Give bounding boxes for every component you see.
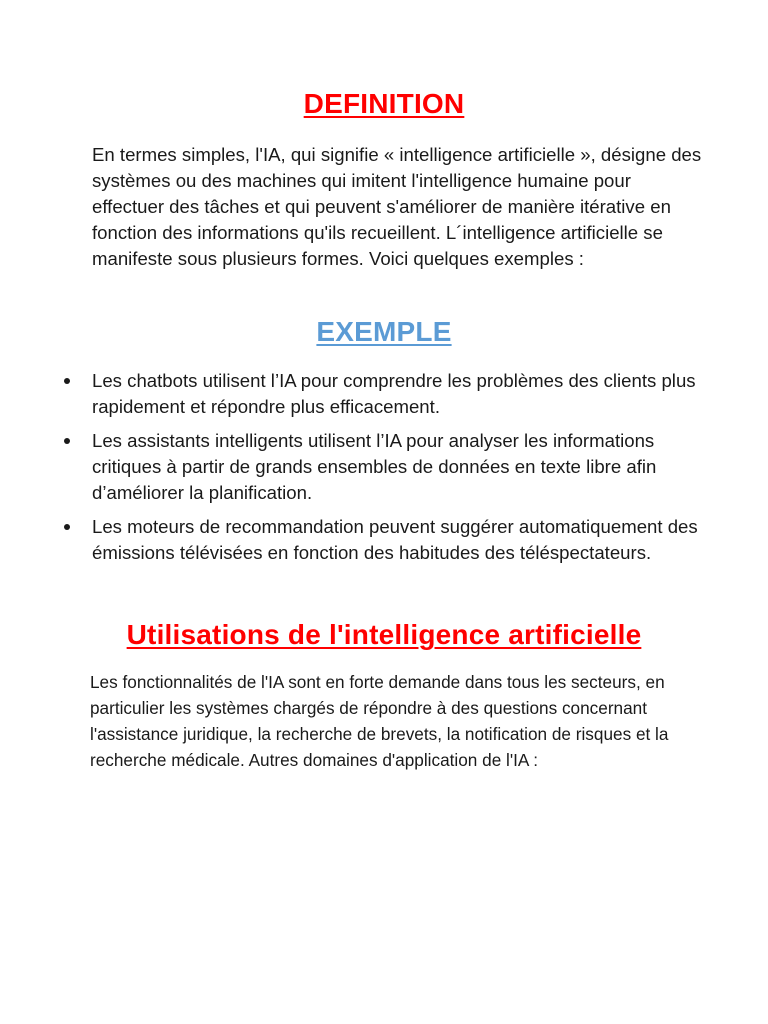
list-item	[60, 368, 700, 420]
exemple-heading: EXEMPLE	[316, 316, 452, 347]
bullet-icon	[64, 438, 70, 444]
exemple-list	[60, 368, 700, 574]
list-item	[60, 514, 700, 566]
list-item-text: Les chatbots utilisent l’IA pour comprendre les problèmes des clients plus rapidement et répondre plus efficacement.	[92, 370, 696, 417]
definition-paragraph: En termes simples, l'IA, qui signifie « intelligence artificielle », désigne des systèmes ou des machines qui imitent l'intelligence humaine pour effectuer des tâches et qui peuvent s'améliorer de manière itérative en fonction des informations qu'ils recueillent. L´intelligence artificielle se manifeste sous plusieurs formes. Voici quelques exemples :	[92, 144, 702, 269]
list-item	[60, 428, 700, 506]
definition-heading: DEFINITION	[303, 88, 465, 119]
utilisations-paragraph: Les fonctionnalités de l'IA sont en forte demande dans tous les secteurs, en particulier les systèmes chargés de répondre à des questions concernant l'assistance juridique, la recherche de brevets, la notification de risques et la recherche médicale. Autres domaines d'application de l'IA :	[90, 672, 669, 770]
utilisations-heading: Utilisations de l'intelligence artificielle	[126, 619, 642, 650]
list-item-text: Les assistants intelligents utilisent l’IA pour analyser les informations critiques à partir de grands ensembles de données en texte libre afin d’améliorer la planification.	[92, 430, 657, 503]
bullet-icon	[64, 378, 70, 384]
list-item-text: Les moteurs de recommandation peuvent suggérer automatiquement des émissions télévisées en fonction des habitudes des téléspectateurs.	[92, 516, 698, 563]
bullet-icon	[64, 524, 70, 530]
